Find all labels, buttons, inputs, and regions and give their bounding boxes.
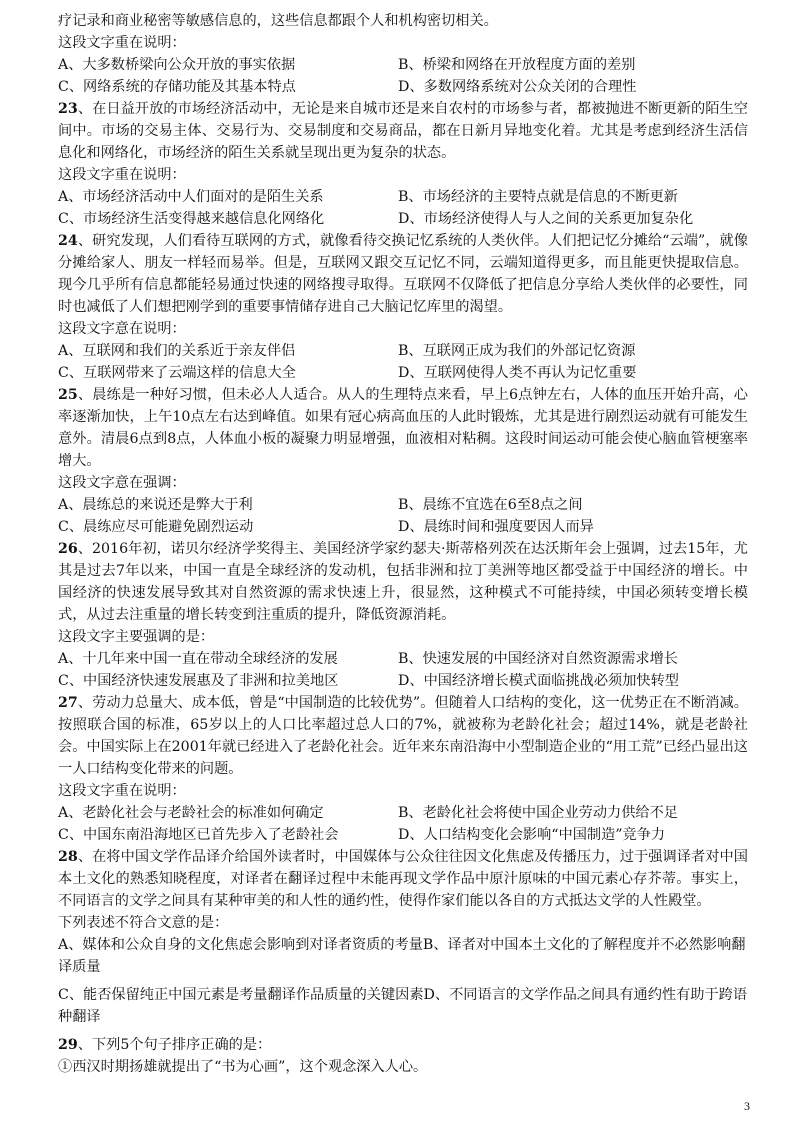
q22-option-b[interactable]: B、桥梁和网络在开放程度方面的差别 xyxy=(398,57,636,73)
q27-options-row2 xyxy=(58,824,748,846)
q23-options-row1 xyxy=(58,186,748,208)
q28-number: 28 xyxy=(58,849,78,865)
q27-options-row1 xyxy=(58,802,748,824)
q26-options-row2 xyxy=(58,670,748,692)
q24-options-row1 xyxy=(58,340,748,362)
q24-prompt: 这段文字意在说明： xyxy=(58,321,186,337)
q26-options-row1 xyxy=(58,648,748,670)
q25-stem xyxy=(58,384,748,472)
q24-text: 、研究发现，人们看待互联网的方式，就像看待交换记忆系统的人类伙伴。人们把记忆分摊给“云端”，就像分摊给家人、朋友一样轻而易举。但是，互联网又跟交互记忆不同，云端知道得更多，而且能更快提取信息。现今几乎所有信息都能轻易通过快速的网络搜寻取得。互联网不仅降低了把信息分享给人类伙伴的必要性，同时也减低了人们想把刚学到的重要事情储存进自己大脑记忆库里的渴望。 xyxy=(58,233,748,315)
q29-sentence-1: ①西汉时期扬雄就提出了“书为心画”，这个观念深入人心。 xyxy=(58,1059,428,1075)
q27-stem xyxy=(58,692,748,780)
q25-option-b[interactable]: B、晨练不宜选在6至8点之间 xyxy=(398,497,583,513)
q29-text: 、下列5个句子排序正确的是： xyxy=(77,1037,272,1053)
q22-option-c[interactable]: C、网络系统的存储功能及其基本特点 xyxy=(58,79,296,95)
q23-number: 23 xyxy=(58,101,78,117)
q23-prompt: 这段文字重在说明： xyxy=(58,167,186,183)
q25-options-row1 xyxy=(58,494,748,516)
q24-number: 24 xyxy=(58,233,78,249)
q25-text: 、晨练是一种好习惯，但未必人人适合。从人的生理特点来看，早上6点钟左右，人体的血压开始升高，心率逐渐加快，上午10点左右达到峰值。如果有冠心病高血压的人此时锻炼，尤其是进行剧烈运动就有可能发生意外。清晨6点到8点，人体血小板的凝聚力明显增强，血液相对粘稠。这段时间运动可能会使心脑血管梗塞率增大。 xyxy=(58,387,748,469)
q24-stem xyxy=(58,230,748,318)
document-page xyxy=(58,10,748,1078)
q27-option-b[interactable]: B、老龄化社会将使中国企业劳动力供给不足 xyxy=(398,805,678,821)
q26-prompt: 这段文字主要强调的是： xyxy=(58,629,215,645)
q22-option-a[interactable]: A、大多数桥梁向公众开放的事实依据 xyxy=(58,57,296,73)
q24-options-row2 xyxy=(58,362,748,384)
q24-option-b[interactable]: B、互联网正成为我们的外部记忆资源 xyxy=(398,343,636,359)
q23-stem xyxy=(58,98,748,164)
q26-option-b[interactable]: B、快速发展的中国经济对自然资源需求增长 xyxy=(398,651,678,667)
q27-option-a[interactable]: A、老龄化社会与老龄社会的标准如何确定 xyxy=(58,805,324,821)
q22-options-row1 xyxy=(58,54,748,76)
q22-options-row2 xyxy=(58,76,748,98)
q26-option-a[interactable]: A、十几年来中国一直在带动全球经济的发展 xyxy=(58,651,338,667)
page-number: 3 xyxy=(744,1099,750,1113)
q28-stem xyxy=(58,846,748,912)
q27-number: 27 xyxy=(58,695,78,711)
q28-prompt: 下列表述不符合文意的是： xyxy=(58,915,229,931)
q23-options-row2 xyxy=(58,208,748,230)
q28-text: 、在将中国文学作品译介给国外读者时，中国媒体与公众往往因文化焦虑及传播压力，过于强调译者对中国本土文化的熟悉知晓程度，对译者在翻译过程中未能再现文学作品中原汁原味的中国元素心存芥蒂。事实上，不同语言的文学之间具有某种审美的和人性的通约性，使得作家们能以各自的方式抵达文学的人性殿堂。 xyxy=(58,849,748,909)
q27-option-c[interactable]: C、中国东南沿海地区已首先步入了老龄社会 xyxy=(58,827,339,843)
q25-option-a[interactable]: A、晨练总的来说还是弊大于利 xyxy=(58,497,253,513)
q29-number: 29 xyxy=(58,1037,78,1053)
q25-number: 25 xyxy=(58,387,78,403)
q24-option-a[interactable]: A、互联网和我们的关系近于亲友伴侣 xyxy=(58,343,296,359)
q25-option-c[interactable]: C、晨练应尽可能避免剧烈运动 xyxy=(58,519,254,535)
q22-option-d[interactable]: D、多数网络系统对公众关闭的合理性 xyxy=(398,79,637,95)
q23-option-c[interactable]: C、市场经济生活变得越来越信息化网络化 xyxy=(58,211,325,227)
q25-prompt: 这段文字意在强调： xyxy=(58,475,186,491)
q23-option-a[interactable]: A、市场经济活动中人们面对的是陌生关系 xyxy=(58,189,324,205)
q28-options-cd[interactable]: C、能否保留纯正中国元素是考量翻译作品质量的关键因素D、不同语言的文学作品之间具有通约性有助于跨语种翻译 xyxy=(58,987,748,1025)
q29-stem xyxy=(58,1034,748,1056)
q28-options-ab[interactable]: A、媒体和公众自身的文化焦虑会影响到对译者资质的考量B、译者对中国本土文化的了解程度并不必然影响翻译质量 xyxy=(58,937,746,975)
q27-prompt: 这段文字重在说明： xyxy=(58,783,186,799)
q23-text: 、在日益开放的市场经济活动中，无论是来自城市还是来自农村的市场参与者，都被抛进不断更新的陌生空间中。市场的交易主体、交易行为、交易制度和交易商品，都在日新月异地变化着。尤其是考虑到经济生活信息化和网络化，市场经济的陌生关系就呈现出更为复杂的状态。 xyxy=(58,101,748,161)
q23-option-b[interactable]: B、市场经济的主要特点就是信息的不断更新 xyxy=(398,189,678,205)
q22-prompt: 这段文字重在说明： xyxy=(58,35,186,51)
q24-option-c[interactable]: C、互联网带来了云端这样的信息大全 xyxy=(58,365,296,381)
q27-option-d[interactable]: D、人口结构变化会影响“中国制造”竞争力 xyxy=(398,827,666,843)
q26-option-d[interactable]: D、中国经济增长模式面临挑战必须加快转型 xyxy=(398,673,679,689)
q23-option-d[interactable]: D、市场经济使得人与人之间的关系更加复杂化 xyxy=(398,211,694,227)
q24-option-d[interactable]: D、互联网使得人类不再认为记忆重要 xyxy=(398,365,637,381)
q25-option-d[interactable]: D、晨练时间和强度要因人而异 xyxy=(398,519,594,535)
q26-option-c[interactable]: C、中国经济快速发展惠及了非洲和拉美地区 xyxy=(58,673,339,689)
continued-text: 疗记录和商业秘密等敏感信息的，这些信息都跟个人和机构密切相关。 xyxy=(58,13,498,29)
q26-stem xyxy=(58,538,748,626)
q26-text: 、2016年初，诺贝尔经济学奖得主、美国经济学家约瑟夫·斯蒂格列茨在达沃斯年会上强调，过去15年，尤其是过去7年以来，中国一直是全球经济的发动机，包括非洲和拉丁美洲等地区都受益于中国经济的增长。中国经济的快速发展导致其对自然资源的需求快速上升，很显然，这种模式不可能持续，中国必须转变增长模式，从过去注重量的增长转变到注重质的提升，降低资源消耗。 xyxy=(58,541,748,623)
q25-options-row2 xyxy=(58,516,748,538)
q26-number: 26 xyxy=(58,541,78,557)
q27-text: 、劳动力总量大、成本低，曾是“中国制造的比较优势”。但随着人口结构的变化，这一优势正在不断消减。按照联合国的标准，65岁以上的人口比率超过总人口的7%，就被称为老龄化社会；超过14%，就是老龄社会。中国实际上在2001年就已经进入了老龄化社会。近年来东南沿海中小型制造企业的“用工荒”已经凸显出这一人口结构变化带来的问题。 xyxy=(58,695,748,777)
